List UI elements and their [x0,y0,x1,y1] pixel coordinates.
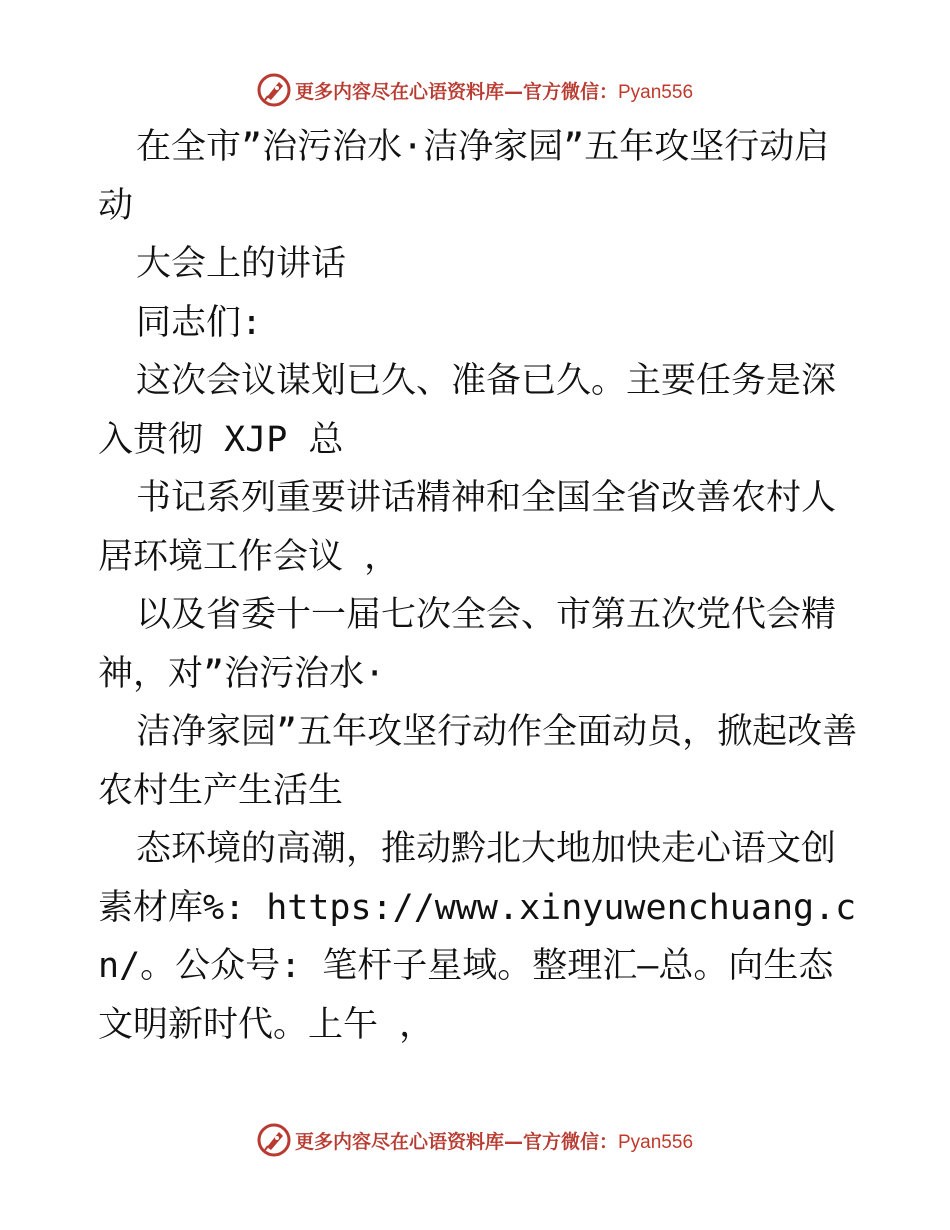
paragraph: 这次会议谋划已久、准备已久。主要任务是深入贯彻 XJP 总 [98,361,837,460]
fountain-pen-nib-icon [257,1123,291,1157]
header-watermark [0,70,950,110]
fountain-pen-nib-icon [257,73,291,107]
paragraph: 以及省委十一届七次全会、市第五次党代会精神，对”治污治水· [98,595,837,694]
watermark-main: 更多内容尽在心语资料库 [294,80,504,103]
watermark-weixin-label: 官方微信： [522,1130,618,1153]
watermark-weixin-id: Pyan556 [618,1131,694,1153]
watermark-text [295,1127,693,1154]
document-body [98,118,858,1054]
salutation: 同志们: [136,302,263,343]
watermark-dash: — [503,1130,523,1153]
watermark-main: 更多内容尽在心语资料库 [294,1130,504,1153]
footer-watermark [0,1120,950,1160]
watermark-weixin-label: 官方微信： [522,80,618,103]
paragraph: 态环境的高潮，推动黔北大地加快走心语文创素材库%: https://www.xinyuwenchuang.cn/。公众号: 笔杆子星域。整理汇—总。向生态文明新时代。上午 ， [98,829,857,1045]
paragraph: 洁净家园”五年攻坚行动作全面动员，掀起改善农村生产生活生 [98,712,858,811]
watermark-weixin-id: Pyan556 [618,81,694,103]
document-title-line-1: 在全市”治污治水·洁净家园”五年攻坚行动启动 [98,127,830,226]
watermark-dash: — [503,80,523,103]
paragraph: 书记系列重要讲话精神和全国全省改善农村人居环境工作会议 ， [98,478,837,577]
document-title-line-2: 大会上的讲话 [136,244,347,284]
watermark-text [295,77,693,104]
